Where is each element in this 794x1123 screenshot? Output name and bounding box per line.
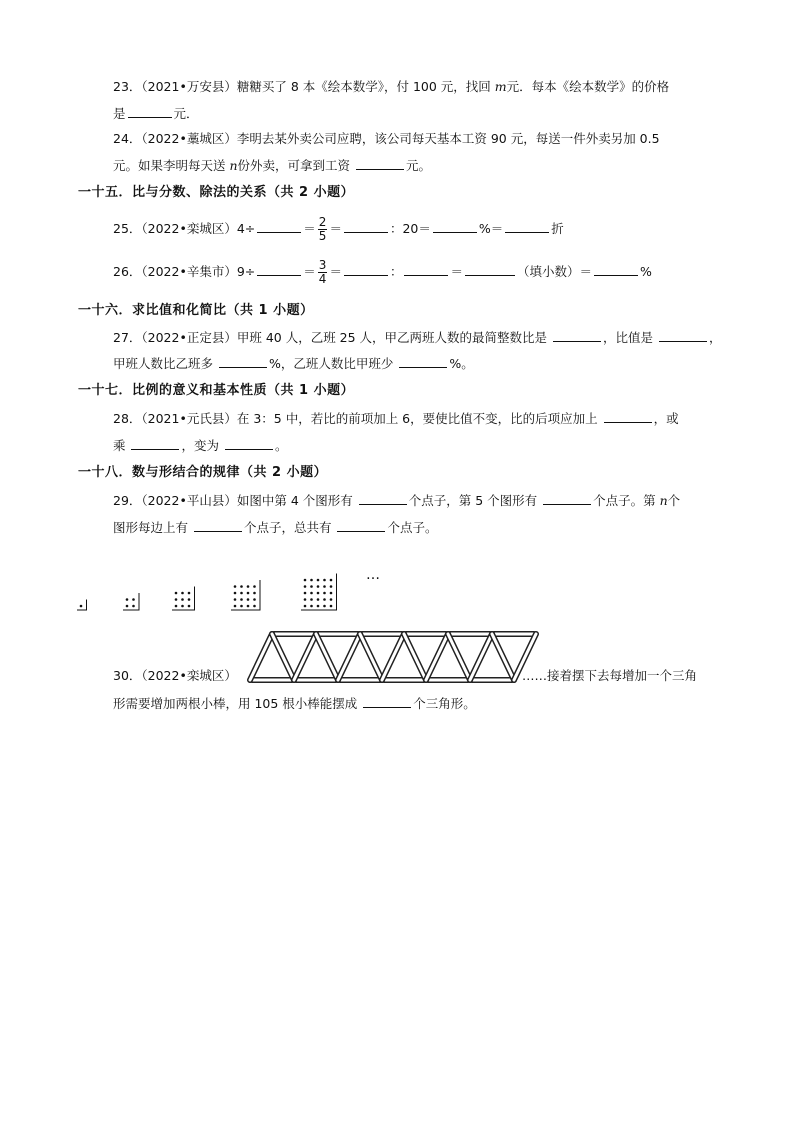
dot [317,598,320,601]
dot [126,598,129,601]
section-17-heading: 一十七．比例的意义和基本性质（共 1 小题） [78,383,355,398]
dot [132,605,135,608]
q28-text-c: 乘 [113,438,130,453]
q26-blank-4[interactable] [465,262,515,276]
q24-text-c: 份外卖，可拿到工资 [237,158,355,173]
q29-text-d: 个 [667,493,681,508]
q27-line2 [113,354,474,373]
q27-line1 [113,328,722,347]
dot [253,585,256,588]
dot [330,592,333,595]
q26-eq2: ＝ [329,264,342,279]
q23-line1 [113,78,669,96]
dot [175,592,178,595]
q26-fraction-numerator: 3 [318,258,327,272]
matchstick-inner [448,634,470,680]
q27-text-b: ，比值是 [603,330,658,345]
matchstick-inner [338,634,360,680]
dot-figure-1 [77,600,87,611]
matchstick-inner [250,634,272,680]
dot [188,605,191,608]
q30-answer-blank[interactable] [363,694,411,708]
dot [323,592,326,595]
q23-text-b: 元．每本《绘本数学》的价格 [506,79,670,94]
dot [234,592,237,595]
q28-blank-1[interactable] [604,409,652,423]
dot [304,598,307,601]
q27-text-c: ， [709,330,722,345]
q26-blank-2[interactable] [344,262,388,276]
section-16-heading: 一十六．求比值和化简比（共 1 小题） [78,303,314,318]
q26-percent: % [640,264,652,279]
dot [126,605,129,608]
q29-text-a: 29．（2022•平山县）如图中第 4 个图形有 [113,493,357,508]
q27-blank-4[interactable] [399,354,447,368]
q25-blank-4[interactable] [505,219,549,233]
matchstick-inner [382,634,404,680]
dot [304,605,307,608]
q30-text-d: 个三角形。 [413,696,476,711]
dot [175,598,178,601]
section-15-heading: 一十五．比与分数、除法的关系（共 2 小题） [78,185,355,200]
q29-text-f: 个点子，总共有 [243,520,336,535]
q26-blank-1[interactable] [257,262,301,276]
q25-fraction [318,216,328,243]
q27-text-e: %，乙班人数比甲班少 [268,356,398,371]
q26-line [113,259,652,286]
dot [317,592,320,595]
dot [240,605,243,608]
dot [240,585,243,588]
q28-text-e: 。 [274,438,288,453]
dot [240,598,243,601]
q28-blank-3[interactable] [225,436,273,450]
q28-text-a: 28．（2021•元氏县）在 3：5 中，若比的前项加上 6，要使比值不变，比的后项应加上 [113,411,602,426]
dot [247,598,250,601]
dot [317,579,320,582]
matchstick-inner [272,634,294,680]
q27-blank-3[interactable] [219,354,267,368]
dot [234,598,237,601]
q27-blank-2[interactable] [659,328,707,342]
dot-figure-border [123,593,139,610]
matchstick-inner [492,634,514,680]
q25-zhe: 折 [551,221,564,236]
q25-eq: ＝ [303,221,316,236]
q29-variable: n [659,493,668,508]
dot-pattern-ellipsis: … [366,567,380,583]
dot [247,585,250,588]
dot [247,605,250,608]
q23-text-c: 是 [113,106,126,121]
dot [317,605,320,608]
dot-figure-3 [172,587,195,611]
q26-fraction-denominator: 4 [318,272,327,286]
q24-text-d: 元。 [406,158,432,173]
q25-line [113,216,564,243]
q23-answer-blank[interactable] [128,104,172,118]
q29-text-g: 个点子。 [387,520,438,535]
dot-figure-4 [231,580,260,610]
dot [181,598,184,601]
q26-fraction [318,259,328,286]
dot [310,598,313,601]
dot [253,598,256,601]
dot-figure-5 [301,574,337,611]
q25-percent: %＝ [478,221,504,236]
dot [310,605,313,608]
dot [188,592,191,595]
dot [323,598,326,601]
q27-text-d: 甲班人数比乙班多 [113,356,217,371]
dot [181,592,184,595]
q27-blank-1[interactable] [553,328,601,342]
q28-line1 [113,409,679,428]
matchstick-inner [294,634,316,680]
matchstick-inner [404,634,426,680]
dot [247,592,250,595]
dot [330,605,333,608]
dot-pattern-figure [0,548,794,618]
dot [304,592,307,595]
section-18-heading: 一十八．数与形结合的规律（共 2 小题） [78,465,328,480]
dot [310,592,313,595]
q25-blank-2[interactable] [344,219,388,233]
q24-text-a: 24．（2022•藁城区）李明去某外卖公司应聘，该公司每天基本工资 90 元，每送一件外卖另加 0.5 [113,131,660,146]
q30-text-b: ……接着摆下去每增加一个三角 [522,668,698,683]
q24-text-b: 元。如果李明每天送 [113,158,230,173]
dot [188,598,191,601]
q28-text-b: ，或 [653,411,679,426]
q28-blank-2[interactable] [131,436,179,450]
dot [253,605,256,608]
dot [304,585,307,588]
q26-colon: ： [389,264,403,279]
q25-fraction-numerator: 2 [318,215,327,229]
q30-line1-continued [522,667,697,685]
q28-text-d: ，变为 [181,438,223,453]
q23-text-a: 23．（2021•万安县）糖糖买了 8 本《绘本数学》，付 100 元，找回 [113,79,495,94]
dot [310,579,313,582]
q27-text-f: %。 [449,356,474,371]
q29-text-b: 个点子，第 5 个图形有 [408,493,542,508]
dot-figure-2 [123,593,139,610]
q29-text-e: 图形每边上有 [113,520,192,535]
q29-blank-2[interactable] [543,491,591,505]
dot-figure-border [77,600,87,611]
dot [330,579,333,582]
q27-text-a: 27．（2022•正定县）甲班 40 人，乙班 25 人，甲乙两班人数的最简整数比是 [113,330,552,345]
matchstick-inner [426,634,448,680]
q29-blank-4[interactable] [337,518,385,532]
q25-eq2: ＝ [329,221,342,236]
q26-blank-5[interactable] [594,262,638,276]
q26-text-a: 26．（2022•辛集市）9÷ [113,264,256,279]
q23-line2 [113,104,199,123]
dot [304,579,307,582]
dot [323,579,326,582]
dot [253,592,256,595]
q29-line1 [113,491,680,510]
dot [323,605,326,608]
q30-line1 [113,667,237,685]
q23-variable: m [494,79,507,94]
matchstick-inner [470,634,492,680]
dot [310,585,313,588]
dot [234,585,237,588]
dot [132,598,135,601]
dot [330,598,333,601]
q26-blank-3[interactable] [404,262,448,276]
q24-line1 [113,130,660,148]
q30-line2 [113,694,476,713]
q29-blank-3[interactable] [194,518,242,532]
q29-blank-1[interactable] [359,491,407,505]
q24-variable: n [229,158,238,173]
q28-line2 [113,436,287,455]
q25-fraction-denominator: 5 [318,229,327,243]
q30-text-c: 形需要增加两根小棒，用 105 根小棒能摆成 [113,696,362,711]
q29-text-c: 个点子。第 [593,493,660,508]
dot [181,605,184,608]
q23-text-d: 元． [173,106,199,121]
q24-line2 [113,156,431,175]
q29-line2 [113,518,437,537]
q25-colon: ：20＝ [389,221,431,236]
matchstick-inner [316,634,338,680]
dot [175,605,178,608]
q25-blank-3[interactable] [433,219,477,233]
q30-text-a: 30．（2022•栾城区） [113,668,237,683]
dot [317,585,320,588]
q24-answer-blank[interactable] [356,156,404,170]
dot [240,592,243,595]
dot [80,605,83,608]
dot [323,585,326,588]
dot [330,585,333,588]
q26-eq: ＝ [303,264,316,279]
matchstick-inner [360,634,382,680]
q25-text-a: 25．（2022•栾城区）4÷ [113,221,256,236]
dot [234,605,237,608]
q26-fill-decimal: （填小数）＝ [516,264,592,279]
q25-blank-1[interactable] [257,219,301,233]
q26-eq3: ＝ [450,264,463,279]
